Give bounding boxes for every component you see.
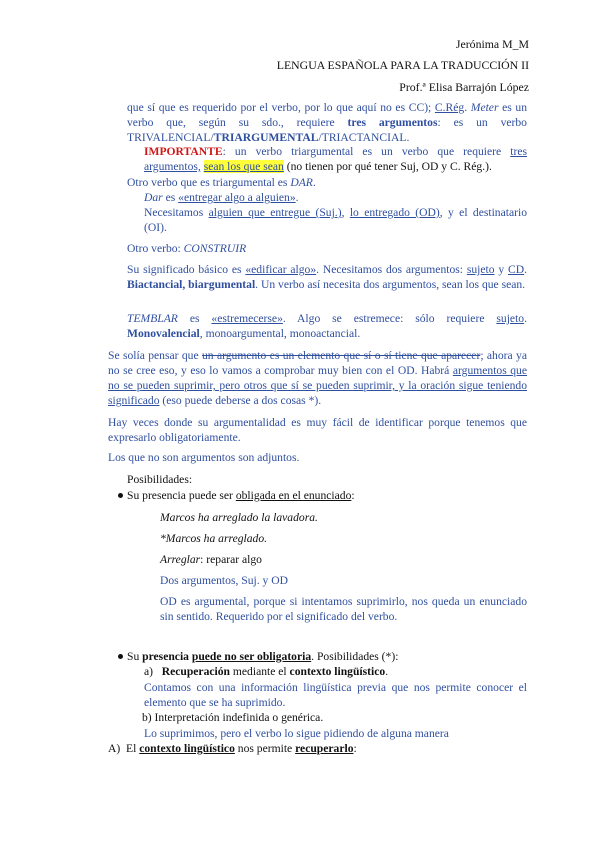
temblar-paragraph: TEMBLAR es «estremecerse». Algo se estremece: sólo requiere sujeto. Monovalencial, monoargumental, monoactancial. <box>127 312 527 340</box>
option-a: a) Recuperación mediante el contexto lingüístico. <box>144 665 389 678</box>
link-c-reg: C.Rég <box>434 101 465 114</box>
dar-intro: Otro verbo que es triargumental es DAR. <box>127 176 316 189</box>
paragraph-meter: que sí que es requerido por el verbo, por lo que aquí no es CC); C.Rég. Meter es un verbo que, según su sdo., requiere tres argumentos: es un verbo TRIVALENCIAL/TRIARGUMENTAL/TRIACTANCIAL. <box>127 101 527 144</box>
bullet-dot <box>118 493 123 498</box>
solia-paragraph: Se solía pensar que un argumento es un elemento que sí o sí tiene que aparecer; ahora ya no se cree eso, y eso lo vamos a comprobar muy bien con el OD. Habrá argumentos que no se pueden suprimir, pero otros que sí se pueden suprimir, y la oración sigue teniendo significado (eso puede deberse a dos cosas *). <box>108 349 527 407</box>
hay-veces-paragraph: Hay veces donde su argumentalidad es muy fácil de identificar porque tenemos que expresarlo obligatoriamente. <box>108 416 527 444</box>
construir-definition: Su significado básico es «edificar algo». Necesitamos dos argumentos: sujeto y CD. Biactancial, biargumental. Un verbo así necesita dos argumentos, sean los que sean. <box>127 263 528 291</box>
option-b: b) Interpretación indefinida o genérica. <box>142 711 324 724</box>
example-sentence-2: *Marcos ha arreglado. <box>160 532 268 545</box>
bullet-dot <box>118 654 123 659</box>
dar-arguments: Necesitamos alguien que entregue (Suj.), lo entregado (OD), y el destinatario (OI). <box>144 206 527 234</box>
highlighted-text: sean los que sean <box>203 160 284 173</box>
posibilidades-label: Posibilidades: <box>127 473 193 486</box>
header-professor: Prof.ª Elisa Barrajón López <box>399 80 529 94</box>
construir-intro: Otro verbo: CONSTRUIR <box>127 242 247 255</box>
header-course: LENGUA ESPAÑOLA PARA LA TRADUCCIÓN II <box>276 58 529 72</box>
dar-definition: Dar es «entregar algo a alguien». <box>144 191 299 204</box>
adjuntos-line: Los que no son argumentos son adjuntos. <box>108 451 300 464</box>
section-a-heading: A) El contexto lingüístico nos permite recuperarlo: <box>108 742 357 755</box>
bullet-obligada: Su presencia puede ser obligada en el enunciado: <box>127 489 355 502</box>
option-b-explanation: Lo suprimimos, pero el verbo lo sigue pidiendo de alguna manera <box>144 727 449 740</box>
header-author: Jerónima M_M <box>455 37 529 51</box>
importante-label: IMPORTANTE <box>144 145 223 158</box>
bullet-no-obligatoria: Su presencia puede no ser obligatoria. Posibilidades (*): <box>127 650 399 663</box>
option-a-explanation: Contamos con una información lingüística previa que nos permite conocer el elemento que se ha suprimido. <box>144 681 527 709</box>
dos-argumentos: Dos argumentos, Suj. y OD <box>160 574 288 587</box>
od-explanation: OD es argumental, porque si intentamos suprimirlo, nos queda un enunciado sin sentido. Requerido por el significado del verbo. <box>160 595 527 623</box>
paragraph-importante: IMPORTANTE: un verbo triargumental es un verbo que requiere tres argumentos, sean los que sean (no tienen por qué tener Suj, OD y C. Rég.). <box>144 145 527 173</box>
arreglar-definition: Arreglar: reparar algo <box>160 553 262 566</box>
example-sentence-1: Marcos ha arreglado la lavadora. <box>160 511 318 524</box>
